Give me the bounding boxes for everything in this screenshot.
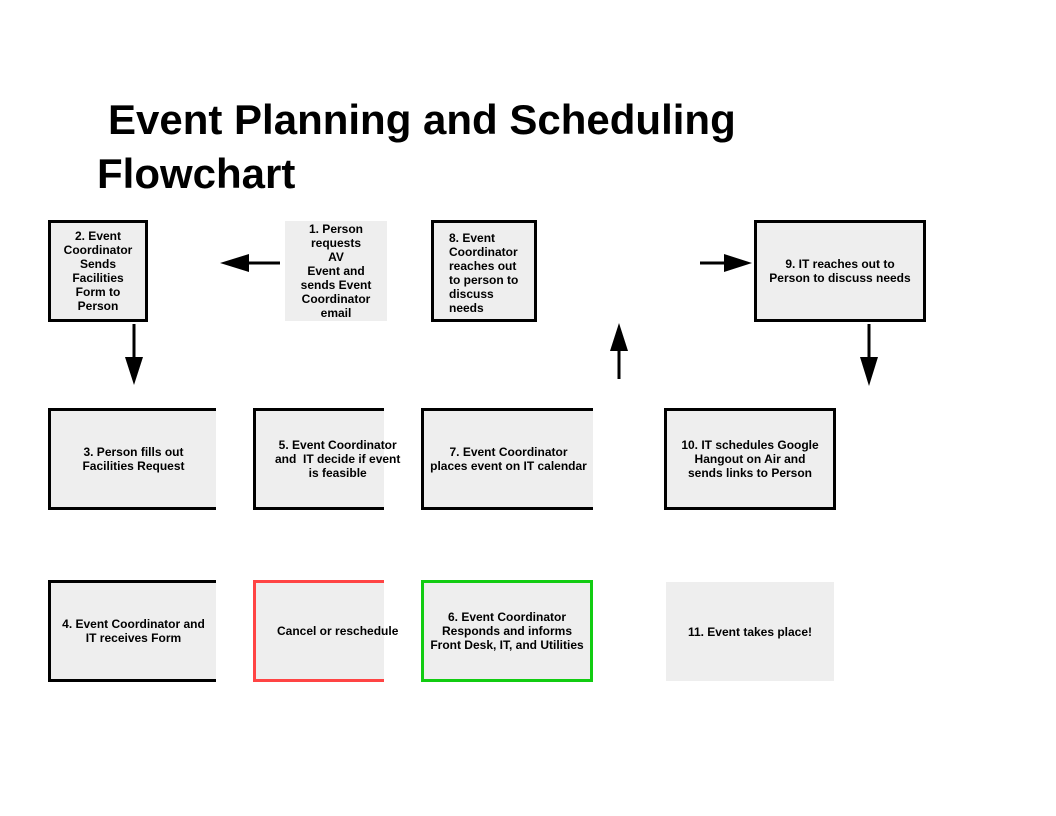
node-step-9-label: 9. IT reaches out to Person to discuss needs — [769, 257, 911, 285]
arrow-step1-to-step2 — [220, 254, 280, 272]
node-step-6-label: 6. Event Coordinator Responds and informs Front Desk, IT, and Utilities — [430, 610, 584, 652]
node-step-3[interactable] — [48, 408, 216, 510]
arrow-right-to-step9 — [700, 254, 752, 272]
node-step-11-label: 11. Event takes place! — [687, 624, 813, 639]
node-cancel-reschedule-label: Cancel or reschedule — [277, 624, 399, 638]
node-step-5[interactable] — [253, 408, 401, 510]
node-step-7-label: 7. Event Coordinator places event on IT calendar — [430, 445, 587, 473]
node-step-8-label: 8. Event Coordinator reaches out to person to discuss needs — [449, 231, 519, 315]
node-cancel-reschedule[interactable] — [253, 580, 399, 682]
node-step-1[interactable] — [285, 221, 387, 321]
node-step-7[interactable] — [421, 408, 593, 510]
node-step-4[interactable] — [48, 580, 216, 682]
arrow-step2-to-step3 — [125, 324, 143, 385]
node-step-9[interactable] — [754, 220, 926, 322]
node-step-1-label: 1. Person requests AV Event and sends Event Coordinator email — [300, 222, 372, 320]
arrow-up-to-step8 — [610, 323, 628, 379]
node-step-10-label: 10. IT schedules Google Hangout on Air and sends links to Person — [681, 438, 819, 480]
node-step-6[interactable] — [421, 580, 593, 682]
node-step-2[interactable] — [48, 220, 148, 322]
node-step-4-label: 4. Event Coordinator and IT receives Form — [62, 617, 205, 645]
node-step-11[interactable] — [666, 582, 834, 681]
arrow-step9-to-step10 — [860, 324, 878, 386]
node-step-2-label: 2. Event Coordinator Sends Facilities Form to Person — [63, 229, 133, 313]
page-title-line-1: Event Planning and Scheduling — [108, 96, 736, 143]
page-title-line-2: Flowchart — [97, 150, 296, 197]
node-step-3-label: 3. Person fills out Facilities Request — [82, 445, 185, 473]
node-step-10[interactable] — [664, 408, 836, 510]
node-step-8[interactable] — [431, 220, 537, 322]
node-step-5-label: 5. Event Coordinator and IT decide if event is feasible — [275, 438, 401, 480]
